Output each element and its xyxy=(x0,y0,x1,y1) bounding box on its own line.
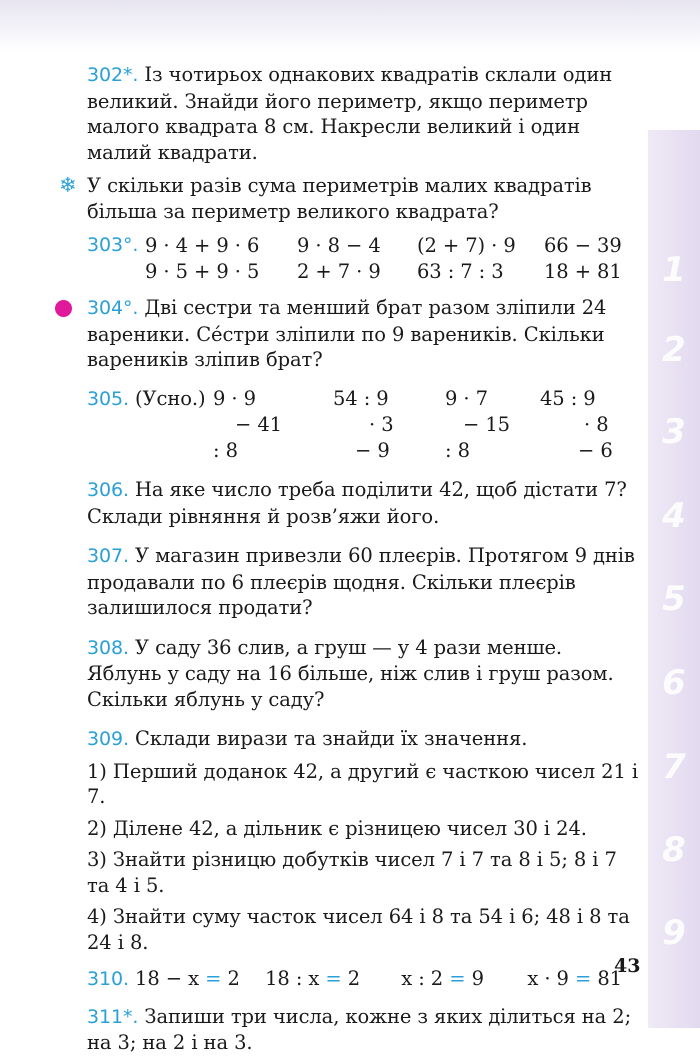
calc-step: : 8 xyxy=(213,438,238,462)
sidebar-number: 2 xyxy=(662,330,686,370)
chain-calc-grid xyxy=(87,386,640,464)
exercise-number: 309. xyxy=(87,728,129,750)
equation-right: 2 xyxy=(227,967,240,990)
calc-start: 54 : 9 xyxy=(333,386,389,410)
exercise-text: Склади вирази та знайди їх значення. xyxy=(135,727,528,750)
equation xyxy=(401,966,521,992)
exercise-text: У саду 36 слив, а груш — у 4 рази менше. Яблунь у саду на 16 більше, ніж слив і груш разом. Скільки яблунь у саду? xyxy=(87,635,614,711)
equals-sign: = xyxy=(574,967,592,990)
exercise-302-extra xyxy=(59,173,640,224)
exercise-text: У магазин привезли 60 плеєрів. Протягом 9 днів продавали по 6 плеєрів щодня. Скільки плеєрів залишилося продати? xyxy=(87,544,635,619)
exercise-307 xyxy=(87,543,640,621)
exercise-number: 302*. xyxy=(87,64,139,86)
calc-step: − 9 xyxy=(355,438,390,462)
exercise-303 xyxy=(87,233,640,284)
exercise-text: Із чотирьох однакових квадратів склали один великий. Знайди його периметр, якщо периметр малого квадрата 8 см. Накресли великий і один малий квадрати. xyxy=(87,63,613,164)
calc-step: − 6 xyxy=(578,438,613,462)
expression: 9 · 8 − 4 xyxy=(297,234,381,257)
equals-sign: = xyxy=(325,967,342,990)
exercise-text: Запиши три числа, кожне з яких ділиться на 2; на 3; на 2 і на 3. xyxy=(87,1004,632,1054)
exercise-304 xyxy=(87,295,640,373)
exercise-309 xyxy=(87,726,640,753)
expression: 9 · 5 + 9 · 5 xyxy=(145,259,260,283)
exercise-309-item: 4) Знайти суму часток чисел 64 і 8 та 54 і 6; 48 і 8 та 24 і 8. xyxy=(87,905,630,954)
equation-right: 81 xyxy=(597,967,622,990)
expression: 18 + 81 xyxy=(544,259,622,283)
exercise-number: 303°. xyxy=(87,234,139,256)
sidebar-number: 3 xyxy=(662,412,686,452)
expression-grid xyxy=(87,233,640,284)
calc-step: − 41 xyxy=(235,413,282,436)
exercise-text: Дві сестри та менший брат разом зліпили 24 вареники. Се́стри зліпили по 9 вареників. Скільки вареників зліпив брат? xyxy=(87,296,607,371)
equation-left: x : 2 xyxy=(401,967,444,990)
exercise-310 xyxy=(87,966,640,993)
sidebar-number: 1 xyxy=(662,250,686,290)
exercise-number: 308. xyxy=(87,636,129,659)
expression: 2 + 7 · 9 xyxy=(297,259,381,283)
calc-step: − 15 xyxy=(463,413,510,436)
equals-sign: = xyxy=(205,967,222,990)
sidebar-number: 8 xyxy=(662,830,686,870)
top-band xyxy=(0,0,700,52)
calc-step: · 3 xyxy=(369,413,394,436)
pink-circle-icon xyxy=(55,300,72,317)
exercise-306 xyxy=(87,477,640,529)
exercise-number: 305. xyxy=(87,387,129,410)
snowflake-icon: ❄ xyxy=(59,173,77,197)
exercise-311 xyxy=(87,1004,640,1056)
exercise-309-item: 3) Знайти різницю добутків чисел 7 і 7 та 8 і 5; 8 і 7 та 4 і 5. xyxy=(87,848,617,897)
equation-right: 9 xyxy=(471,967,484,990)
exercise-number: 306. xyxy=(87,479,129,501)
exercise-number: 311*. xyxy=(87,1005,139,1028)
exercise-309-item: 1) Перший доданок 42, а другий є часткою чисел 21 і 7. xyxy=(87,759,639,808)
exercise-number: 304°. xyxy=(87,297,139,319)
exercise-305 xyxy=(87,386,640,464)
equation xyxy=(135,966,259,992)
sidebar-number: 7 xyxy=(662,747,686,787)
equals-sign: = xyxy=(449,967,466,990)
sidebar-number: 4 xyxy=(662,496,686,536)
sidebar-number: 6 xyxy=(662,663,686,703)
equation-left: 18 : x xyxy=(265,967,320,990)
oral-label: (Усно.) xyxy=(135,386,206,410)
chapter-sidebar xyxy=(648,130,700,1028)
calc-step: : 8 xyxy=(445,438,470,462)
calc-start: 9 · 9 xyxy=(213,386,256,410)
exercise-number: 310. xyxy=(87,968,129,990)
equation-left: x · 9 xyxy=(527,967,569,990)
calc-step: · 8 xyxy=(584,413,609,436)
calc-start: 9 · 7 xyxy=(445,386,488,410)
page-number: 43 xyxy=(614,955,641,977)
equation-left: 18 − x xyxy=(135,967,199,990)
expression: 9 · 4 + 9 · 6 xyxy=(145,234,260,257)
equation xyxy=(265,966,395,992)
exercise-list xyxy=(59,62,640,1056)
calc-start: 45 : 9 xyxy=(540,386,596,410)
sidebar-number: 5 xyxy=(662,579,686,619)
exercise-number: 307. xyxy=(87,545,129,567)
exercise-302 xyxy=(87,62,640,165)
equation xyxy=(527,966,622,992)
exercise-308 xyxy=(87,635,640,713)
expression: (2 + 7) · 9 xyxy=(417,234,516,257)
exercise-309-item: 2) Ділене 42, а дільник є різницею чисел 30 і 24. xyxy=(87,816,587,840)
expression: 66 − 39 xyxy=(544,234,622,257)
expression: 63 : 7 : 3 xyxy=(417,259,504,283)
equation-right: 2 xyxy=(347,967,361,990)
sidebar-number: 9 xyxy=(662,913,686,953)
exercise-extra-text: У скільки разів сума периметрів малих квадратів більша за периметр великого квадрата? xyxy=(87,174,592,223)
exercise-text: На яке число треба поділити 42, щоб дістати 7? Склади рівняння й розв’яжи його. xyxy=(87,478,627,528)
